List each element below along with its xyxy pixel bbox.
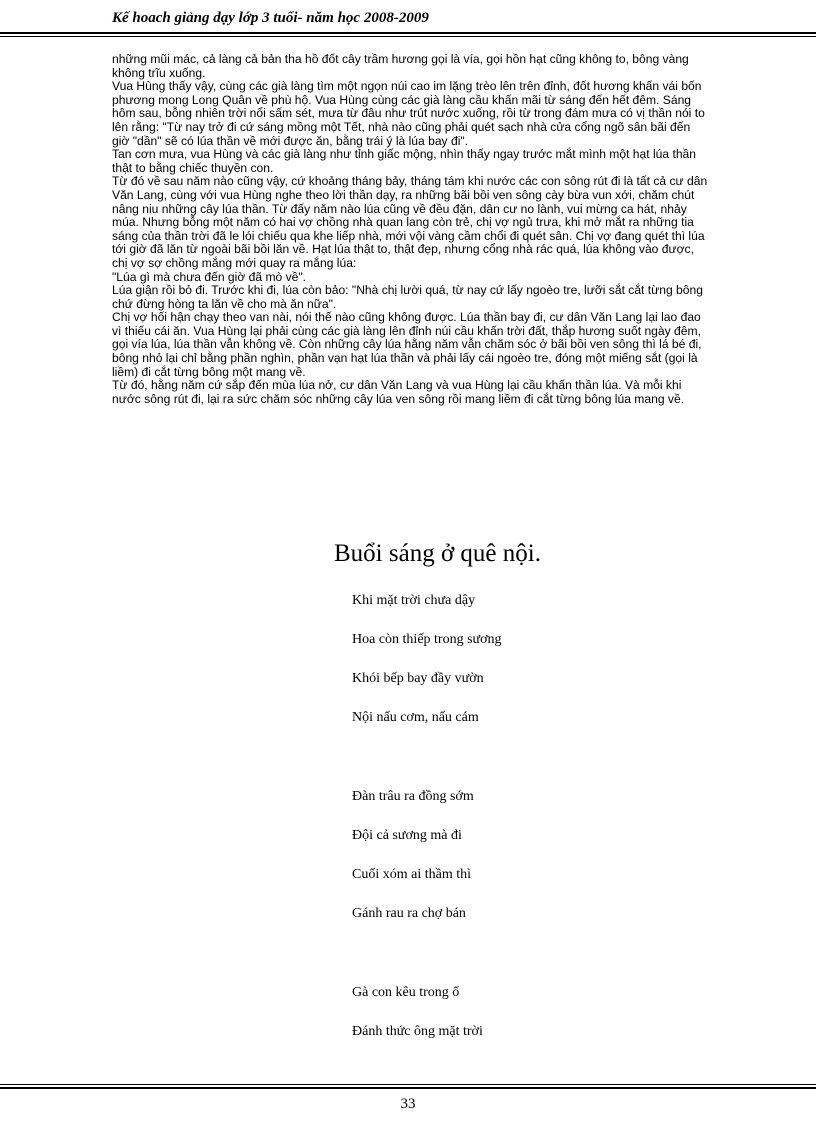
header-rule-thin — [0, 36, 816, 37]
header-rule-thick — [0, 32, 816, 34]
footer-rule-thin — [0, 1084, 816, 1085]
story-paragraph: Từ đó, hằng năm cứ sắp đến mùa lúa nở, cư dân Văn Lang và vua Hùng lại cầu khấn thần lúa. Và mỗi khi nước sông rút đi, lại ra sức chăm sóc những cây lúa ven sông rồi mang liềm đi cắt từng bông lúa mang về. — [112, 378, 685, 406]
footer-rule-thick — [0, 1087, 816, 1089]
story-text — [112, 53, 710, 406]
poem-line: Cuối xóm ai thầm thì — [352, 867, 471, 882]
poem-line: Gà con kêu trong ổ — [352, 985, 460, 1000]
page-number: 33 — [400, 1096, 416, 1112]
story-paragraph: Lúa giận rồi bỏ đi. Trước khi đi, lúa còn bảo: "Nhà chị lười quá, từ nay cứ lấy ngoèo tre, lưỡi sắt cắt từng bông chứ đừng hòng ta lăn về cho mà ăn nữa". — [112, 283, 703, 311]
running-header: Kế hoach giảng dạy lớp 3 tuổi- năm học 2008-2009 — [112, 10, 429, 26]
story-paragraph: Vua Hùng thấy vậy, cùng các già làng tìm một ngọn núi cao im lặng trèo lên trên đỉnh, đốt hương khấn vái bốn phương mong Long Quân về phù hộ. Vua Hùng cùng các già làng cầu khấn mãi từ sáng đến hết đêm. Sáng hôm sau, bỗng nhiên trời nổi sấm sét, mưa từ đâu như trút nước xuống, rồi từ trong đám mưa có vị thần nói to lên rằng: "Từ nay trở đi cứ sáng mồng một Tết, nhà nào cũng phải quét sạch nhà cửa cổng ngõ sân bãi đến giờ "dần" sẽ có lúa thần về mới được ăn, bằng trái ý là lúa bay đi". — [112, 79, 705, 148]
poem-line: Khi mặt trời chưa dậy — [352, 593, 476, 608]
story-paragraph: Tan cơn mưa, vua Hùng và các già làng như tỉnh giấc mộng, nhìn thấy ngay trước mắt mình một hạt lúa thần thật to bằng chiếc thuyền con. — [112, 147, 697, 175]
poem-line: Gánh rau ra chợ bán — [352, 906, 466, 921]
story-paragraph: Từ đó về sau năm nào cũng vậy, cứ khoảng tháng bảy, tháng tám khi nước các con sông rút đi là tất cả cư dân Văn Lang, cùng với vua Hùng nghe theo lời thần dạy, ra những bãi bồi ven sông cày bừa vun xới, chăm chút nâng niu những cây lúa thần. Từ đấy năm nào lúa cũng về đều đặn, dân cư no lành, vui mừng ca hát, nhảy múa. Nhưng bỗng một năm có hai vợ chồng nhà quan lang còn trẻ, chị vợ ngủ trưa, khi mở mắt ra những tia sáng của thần trời đã le lói chiếu qua khe liếp nhà, mới vội vàng cầm chổi đi quét sân. Chị vợ đang quét thì lúa tới giờ đã lăn từ ngoài bãi bồi lăn về. Hạt lúa thật to, thật đẹp, nhưng cổng nhà rác quá, lúa không vào được, chị vợ sợ chồng mắng mới quay ra mắng lúa: — [112, 174, 708, 270]
poem-line: Hoa còn thiếp trong sương — [352, 632, 502, 647]
poem-line: Đàn trâu ra đồng sớm — [352, 789, 474, 804]
poem-line: Đội cả sương mà đi — [352, 828, 462, 843]
poem-line: Đánh thức ông mặt trời — [352, 1024, 483, 1039]
poem-title: Buổi sáng ở quê nội. — [334, 540, 541, 567]
story-paragraph: những mũi mác, cả làng cả bản tha hồ đốt cây trầm hương gọi là vía, gọi hồn hạt cũng không to, bông vàng không trĩu xuống. — [112, 52, 689, 80]
story-paragraph: Chị vợ hối hận chạy theo van nài, nói thế nào cũng không được. Lúa thần bay đi, cư dân Văn Lang lại lao đao vì thiếu cái ăn. Vua Hùng lại phải cùng các già làng lên đỉnh núi cầu khấn trời đất, thắp hương suốt ngày đêm, gọi vía lúa, lúa thần vẫn không về. Còn những cây lúa hằng năm vẫn chăm sóc ở bãi bồi ven sông thì lá bé đi, bông nhỏ lại chỉ bằng phần nghìn, phần vạn hạt lúa thần và phải lấy cái ngoèo tre, đóng một miếng sắt (gọi là liềm) đi cắt từng bông một mang về. — [112, 310, 702, 379]
poem-line: Nội nấu cơm, nấu cám — [352, 710, 479, 725]
story-paragraph: "Lúa gì mà chưa đến giờ đã mò về". — [112, 269, 307, 284]
poem-line: Khói bếp bay đầy vườn — [352, 671, 484, 686]
